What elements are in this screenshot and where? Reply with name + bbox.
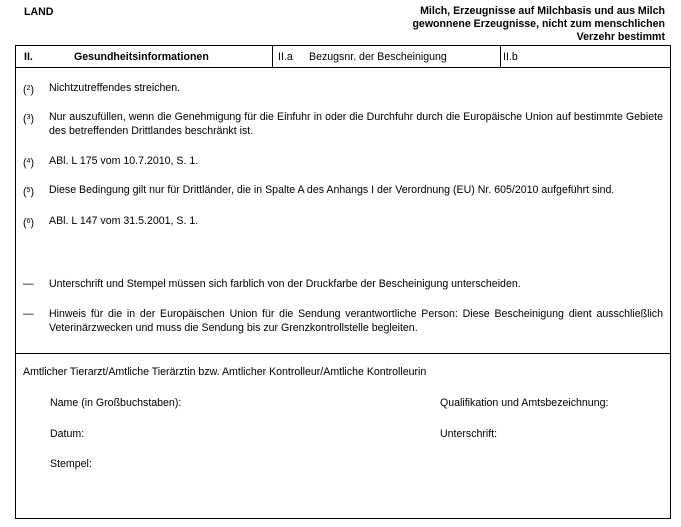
certificate-frame bbox=[15, 45, 671, 519]
footnote-marker: ($^5$) bbox=[23, 186, 34, 198]
reference-b-label: II.b bbox=[503, 50, 518, 63]
reference-cell bbox=[273, 46, 501, 67]
footnote-4 bbox=[23, 155, 663, 169]
footnote-text: ABl. L 175 vom 10.7.2010, S. 1. bbox=[49, 155, 199, 167]
title-line-3: Verzehr bestimmt bbox=[576, 31, 665, 43]
footnote-text: Nur auszufüllen, wenn die Genehmigung für die Einfuhr in oder die Durchfuhr durch die Europäische Union auf bestimmte Gebiete des betreffenden Drittlandes beschränkt ist. bbox=[49, 111, 663, 137]
note-text: Unterschrift und Stempel müssen sich farblich von der Druckfarbe der Bescheinigung unterscheiden. bbox=[49, 278, 521, 290]
title-line-1: Milch, Erzeugnisse auf Milchbasis und aus Milch bbox=[420, 5, 665, 17]
section-number: II. bbox=[24, 50, 33, 63]
reference-number: II.a bbox=[278, 50, 293, 63]
note-dash: — bbox=[23, 278, 34, 290]
reference-b-cell bbox=[501, 46, 670, 67]
footnote-marker: ($^4$) bbox=[23, 157, 34, 169]
name-label: Name (in Großbuchstaben): bbox=[50, 397, 182, 409]
footnote-marker: ($^3$) bbox=[23, 113, 34, 125]
footnote-5 bbox=[23, 184, 663, 198]
section-divider bbox=[16, 353, 670, 354]
footnote-text: Nichtzutreffendes streichen. bbox=[49, 82, 181, 94]
footnote-6 bbox=[23, 215, 663, 229]
footnote-marker: ($^6$) bbox=[23, 217, 34, 229]
certificate-title bbox=[365, 5, 665, 44]
footnote-marker: ($^2$) bbox=[23, 84, 34, 96]
country-label: LAND bbox=[24, 6, 54, 18]
footnote-text: ABl. L 147 vom 31.5.2001, S. 1. bbox=[49, 215, 199, 227]
official-veterinarian-label: Amtlicher Tierarzt/Amtliche Tierärztin bzw. Amtlicher Kontrolleur/Amtliche Kontrolleurin bbox=[23, 366, 427, 378]
note-responsible-person bbox=[23, 308, 663, 335]
title-line-2: gewonnene Erzeugnisse, nicht zum menschlichen bbox=[412, 18, 665, 30]
section-title-cell bbox=[16, 46, 273, 67]
reference-label: Bezugsnr. der Bescheinigung bbox=[309, 50, 447, 63]
footnote-3 bbox=[23, 111, 663, 138]
qualification-label: Qualifikation und Amtsbezeichnung: bbox=[440, 397, 609, 409]
note-signature-colour bbox=[23, 278, 663, 292]
date-label: Datum: bbox=[50, 428, 85, 440]
note-text: Hinweis für die in der Europäischen Union für die Sendung verantwortliche Person: Diese Bescheinigung dient ausschließlich Veterinärzwecken und muss die Sendung bis zur Grenzkontrollstelle begleiten. bbox=[49, 308, 663, 334]
section-header-row bbox=[16, 46, 670, 68]
footnote-2 bbox=[23, 82, 663, 96]
section-title: Gesundheitsinformationen bbox=[74, 50, 209, 63]
note-dash: — bbox=[23, 308, 34, 320]
footnote-text: Diese Bedingung gilt nur für Drittländer, die in Spalte A des Anhangs I der Verordnung (EU) Nr. 605/2010 aufgeführt sind. bbox=[49, 184, 615, 196]
stamp-label: Stempel: bbox=[50, 458, 92, 470]
signature-label: Unterschrift: bbox=[440, 428, 498, 440]
